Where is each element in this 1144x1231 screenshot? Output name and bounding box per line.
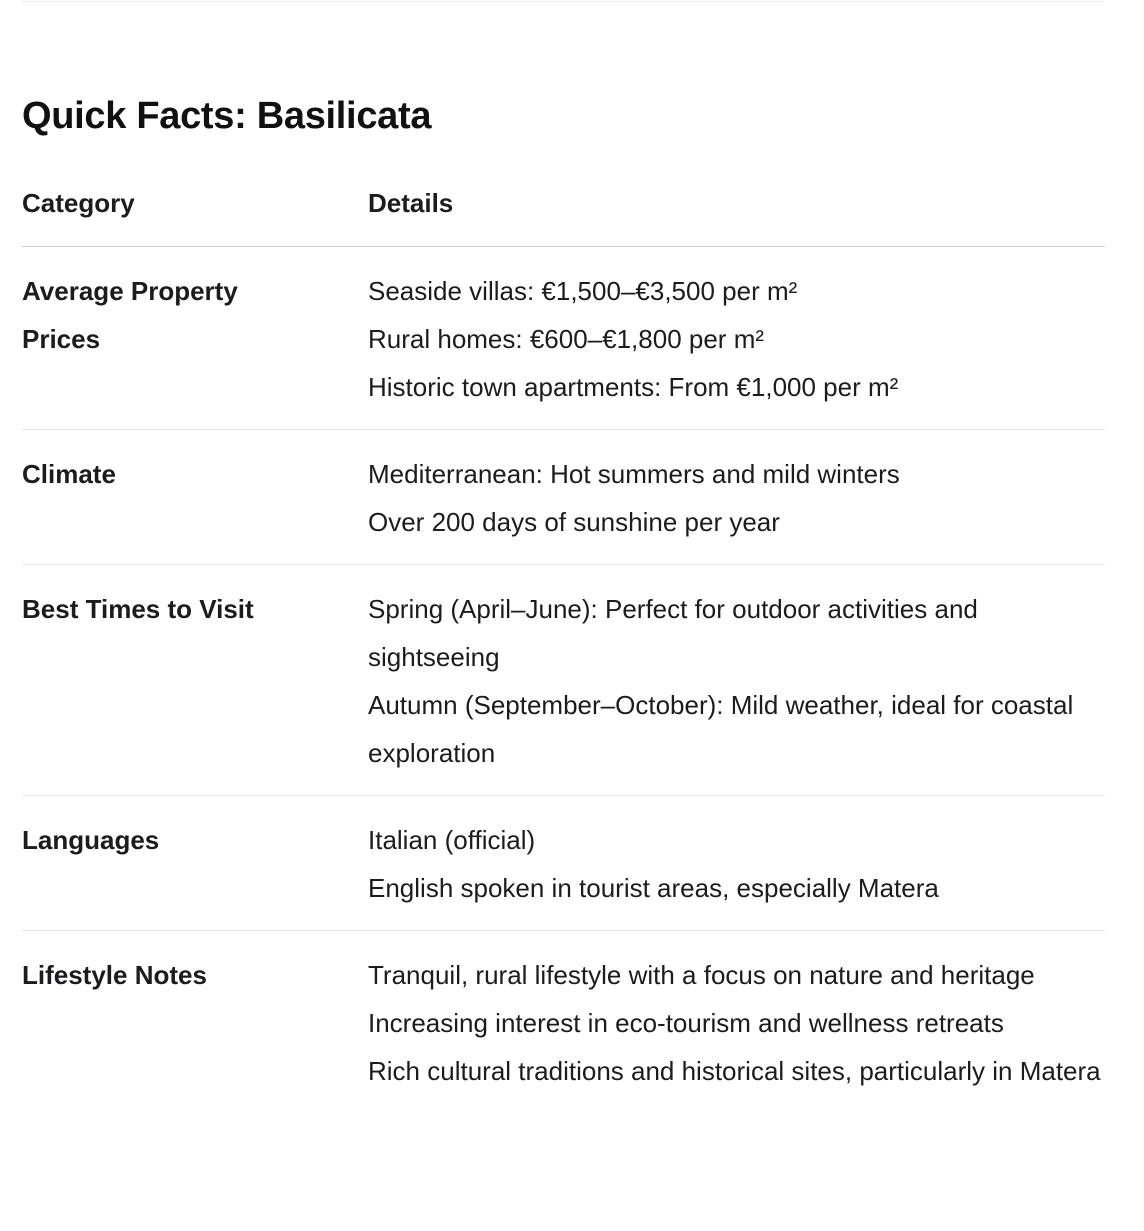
column-header-category: Category	[22, 188, 135, 218]
detail-line: Seaside villas: €1,500–€3,500 per m²	[368, 276, 798, 306]
table-row	[22, 931, 1105, 1113]
row-category: Climate	[22, 459, 116, 489]
detail-line: Over 200 days of sunshine per year	[368, 507, 780, 537]
detail-line: Rich cultural traditions and historical sites, particularly in Matera	[368, 1056, 1101, 1086]
table-row	[22, 430, 1105, 565]
detail-line: Italian (official)	[368, 825, 536, 855]
detail-line: Rural homes: €600–€1,800 per m²	[368, 324, 765, 354]
row-details	[368, 951, 1105, 1095]
row-details	[368, 267, 1105, 411]
detail-line: English spoken in tourist areas, especially Matera	[368, 873, 939, 903]
table-row	[22, 247, 1105, 430]
page-title: Quick Facts: Basilicata	[22, 95, 432, 137]
detail-line: Mediterranean: Hot summers and mild winters	[368, 459, 900, 489]
table-header-row	[22, 178, 1105, 247]
top-divider	[22, 1, 1104, 2]
row-details	[368, 450, 1105, 546]
table-row	[22, 565, 1105, 796]
detail-line: Historic town apartments: From €1,000 per m²	[368, 372, 899, 402]
detail-line: Spring (April–June): Perfect for outdoor activities and sightseeing	[368, 594, 978, 672]
detail-line: Autumn (September–October): Mild weather, ideal for coastal exploration	[368, 690, 1074, 768]
row-category: Best Times to Visit	[22, 594, 254, 624]
row-category: Average Property Prices	[22, 276, 238, 354]
row-details	[368, 816, 1105, 912]
column-header-details: Details	[368, 188, 454, 218]
detail-line: Tranquil, rural lifestyle with a focus on nature and heritage	[368, 960, 1035, 990]
table-row	[22, 796, 1105, 931]
row-category: Lifestyle Notes	[22, 960, 207, 990]
detail-line: Increasing interest in eco-tourism and wellness retreats	[368, 1008, 1004, 1038]
quick-facts-table	[22, 178, 1105, 1113]
row-category: Languages	[22, 825, 160, 855]
row-details	[368, 585, 1105, 777]
